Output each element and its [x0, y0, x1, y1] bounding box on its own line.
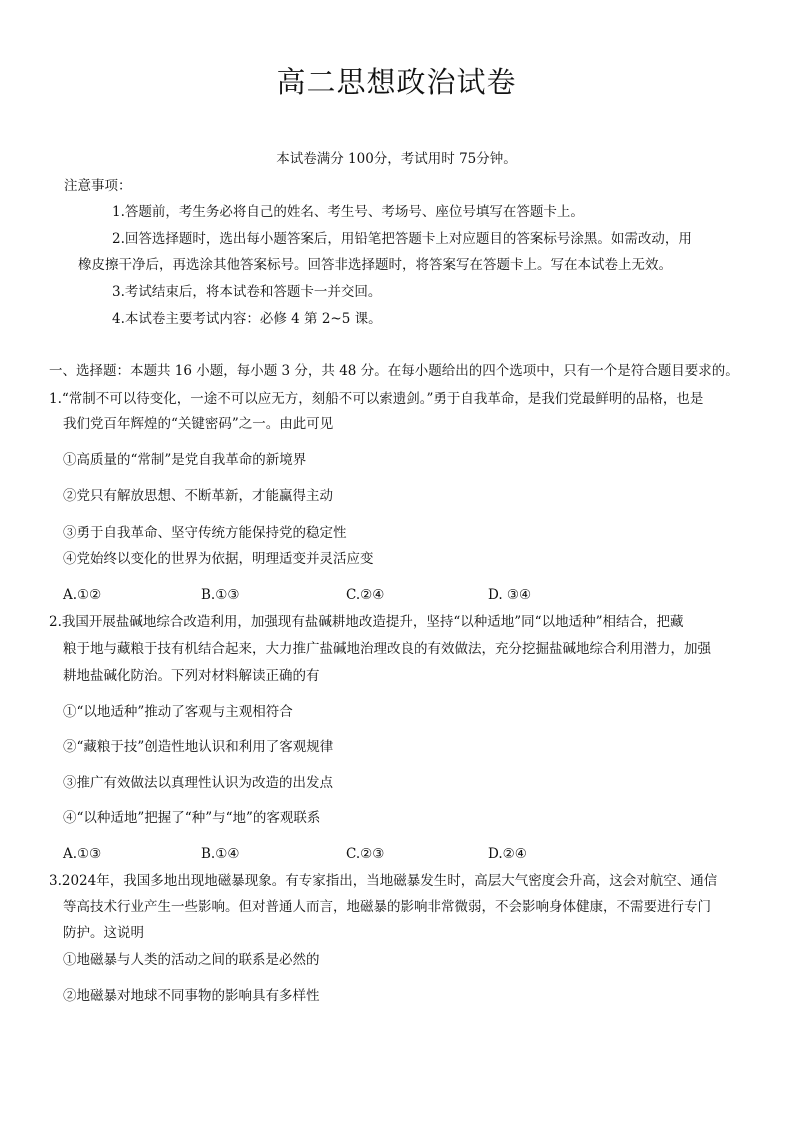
- q2-statement-1: ①“以地适种”推动了客观与主观相符合: [63, 704, 293, 720]
- notice-item-3: 3.考试结束后，将本试卷和答题卡一并交回。: [112, 284, 382, 300]
- q1-statement-3: ③勇于自我革命、坚守传统方能保持党的稳定性: [63, 525, 347, 541]
- page-title: 高二思想政治试卷: [276, 65, 517, 99]
- notice-item-4: 4.本试卷主要考试内容：必修 4 第 2~5 课。: [112, 311, 382, 327]
- q3-stem-line-1: 3.2024年，我国多地出现地磁暴现象。有专家指出，当地磁暴发生时，高层大气密度会升高，这会对航空、通信: [49, 873, 718, 889]
- q2-option-a: A.①③: [63, 846, 102, 862]
- q1-option-c: C.②④: [346, 587, 385, 603]
- q3-stem-line-2: 等高技术行业产生一些影响。但对普通人而言，地磁暴的影响非常微弱，不会影响身体健康，不需要进行专门: [63, 899, 711, 915]
- notice-heading: 注意事项：: [64, 178, 132, 194]
- notice-item-2: 2.回答选择题时，选出每小题答案后，用铅笔把答题卡上对应题目的答案标号涂黑。如需改动，用: [112, 231, 692, 247]
- q1-statement-1: ①高质量的“常制”是党自我革命的新境界: [63, 452, 307, 468]
- q2-stem-line-3: 耕地盐碱化防治。下列对材料解读正确的有: [63, 668, 320, 684]
- q2-stem-line-2: 粮于地与藏粮于技有机结合起来，大力推广盐碱地治理改良的有效做法，充分挖掘盐碱地综合利用潜力，加强: [63, 641, 711, 657]
- q2-option-d: D.②④: [488, 846, 527, 862]
- q1-option-d: D. ③④: [488, 587, 532, 603]
- q3-statement-1: ①地磁暴与人类的活动之间的联系是必然的: [63, 952, 320, 968]
- q2-stem-line-1: 2.我国开展盐碱地综合改造利用，加强现有盐碱耕地改造提升，坚持“以种适地”同“以地适种”相结合，把藏: [49, 614, 684, 630]
- q1-option-a: A.①②: [63, 587, 102, 603]
- q3-stem-line-3: 防护。这说明: [63, 925, 144, 941]
- q1-option-b: B.①③: [201, 587, 240, 603]
- q2-option-b: B.①④: [201, 846, 240, 862]
- q1-statement-4: ④党始终以变化的世界为依据，明理适变并灵活应变: [63, 551, 374, 567]
- q2-statement-2: ②“藏粮于技”创造性地认识和利用了客观规律: [63, 739, 334, 755]
- q3-statement-2: ②地磁暴对地球不同事物的影响具有多样性: [63, 988, 320, 1004]
- q2-option-c: C.②③: [346, 846, 385, 862]
- q2-statement-3: ③推广有效做法以真理性认识为改造的出发点: [63, 775, 333, 791]
- exam-subtitle: 本试卷满分 100分，考试用时 75分钟。: [276, 151, 517, 167]
- q2-statement-4: ④“以种适地”把握了“种”与“地”的客观联系: [63, 810, 321, 826]
- q1-stem-line-1: 1.“常制不可以待变化，一途不可以应无方，刻船不可以索遗剑。”勇于自我革命，是我们党最鲜明的品格，也是: [49, 391, 704, 407]
- q1-statement-2: ②党只有解放思想、不断革新，才能赢得主动: [63, 488, 333, 504]
- notice-item-2-cont: 橡皮擦干净后，再选涂其他答案标号。回答非选择题时，将答案写在答题卡上。写在本试卷上无效。: [78, 257, 672, 273]
- section-heading: 一、选择题：本题共 16 小题，每小题 3 分，共 48 分。在每小题给出的四个选项中，只有一个是符合题目要求的。: [49, 363, 739, 379]
- q1-stem-line-2: 我们党百年辉煌的“关键密码”之一。由此可见: [63, 416, 334, 432]
- notice-item-1: 1.答题前，考生务必将自己的姓名、考生号、考场号、座位号填写在答题卡上。: [112, 204, 584, 220]
